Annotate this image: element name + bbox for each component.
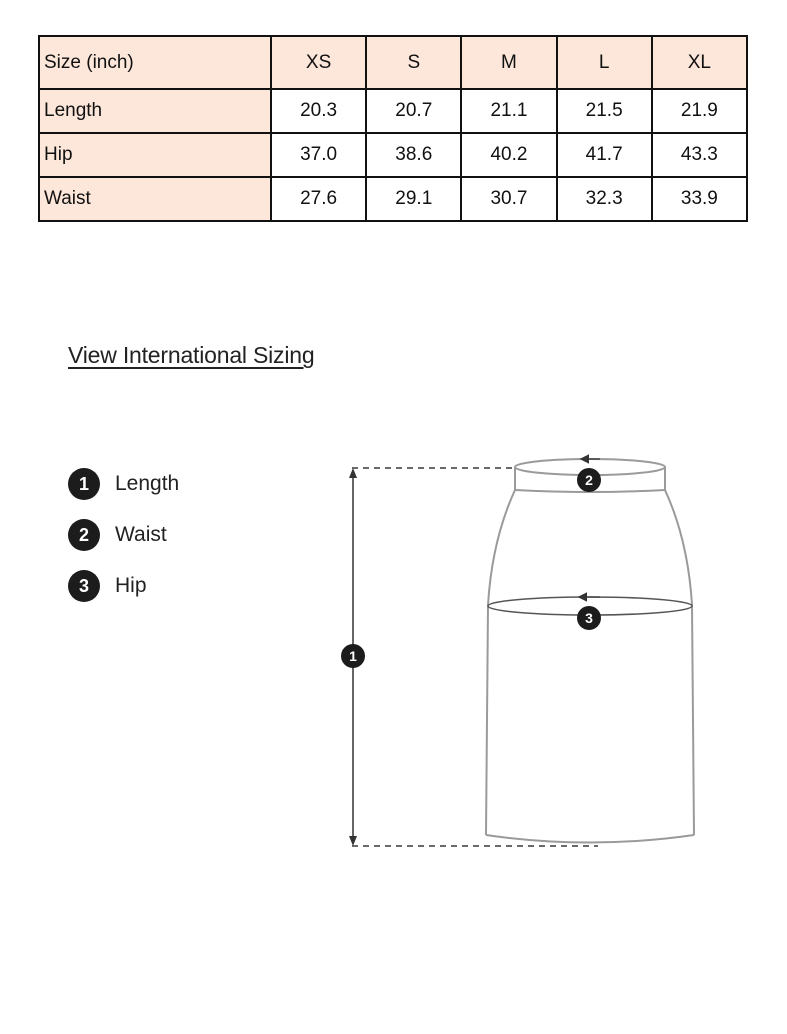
legend-item-length (68, 468, 179, 500)
size-xs-header: XS (271, 36, 366, 89)
size-header-label: Size (inch) (39, 36, 271, 89)
table-cell: 20.7 (366, 89, 461, 133)
length-guides (352, 468, 598, 846)
legend-label: Length (115, 472, 180, 495)
table-cell: 21.5 (557, 89, 652, 133)
size-xl-header: XL (652, 36, 747, 89)
number-2-badge: 2 (68, 519, 100, 551)
table-cell: 20.3 (271, 89, 366, 133)
number-3-marker (577, 606, 601, 630)
skirt-hem (486, 835, 694, 843)
marker-1-text: 1 (349, 648, 357, 664)
number-3-badge: 3 (68, 570, 100, 602)
legend-label: Hip (115, 574, 147, 597)
table-cell: 33.9 (652, 177, 747, 221)
skirt-left-side (486, 490, 515, 835)
size-l-header: L (557, 36, 652, 89)
table-cell: 29.1 (366, 177, 461, 221)
marker-3-text: 3 (585, 610, 593, 626)
length-arrow-top (349, 468, 357, 478)
table-cell: 37.0 (271, 133, 366, 177)
table-cell: 27.6 (271, 177, 366, 221)
size-chart-header-row (39, 36, 747, 89)
table-cell: 32.3 (557, 177, 652, 221)
table-cell: 38.6 (366, 133, 461, 177)
row-label-length: Length (39, 89, 271, 133)
size-chart-table (38, 35, 748, 222)
length-arrow-bottom (349, 836, 357, 846)
table-row (39, 177, 747, 221)
table-cell: 30.7 (461, 177, 556, 221)
legend-label: Waist (115, 523, 167, 546)
legend-item-waist (68, 519, 179, 551)
view-international-sizing-link[interactable]: View International Sizing (68, 342, 315, 368)
marker-2-text: 2 (585, 472, 593, 488)
size-s-header: S (366, 36, 461, 89)
table-row (39, 133, 747, 177)
legend-item-hip (68, 570, 179, 602)
row-label-waist: Waist (39, 177, 271, 221)
skirt-right-side (665, 490, 694, 835)
row-label-hip: Hip (39, 133, 271, 177)
number-1-marker (341, 644, 365, 668)
table-cell: 41.7 (557, 133, 652, 177)
skirt-outline (486, 459, 694, 843)
skirt-measurement-diagram (330, 445, 710, 865)
size-m-header: M (461, 36, 556, 89)
table-row (39, 89, 747, 133)
number-1-badge: 1 (68, 468, 100, 500)
table-cell: 21.9 (652, 89, 747, 133)
table-cell: 40.2 (461, 133, 556, 177)
table-cell: 21.1 (461, 89, 556, 133)
measurement-legend (68, 468, 179, 621)
number-2-marker (577, 468, 601, 492)
table-cell: 43.3 (652, 133, 747, 177)
